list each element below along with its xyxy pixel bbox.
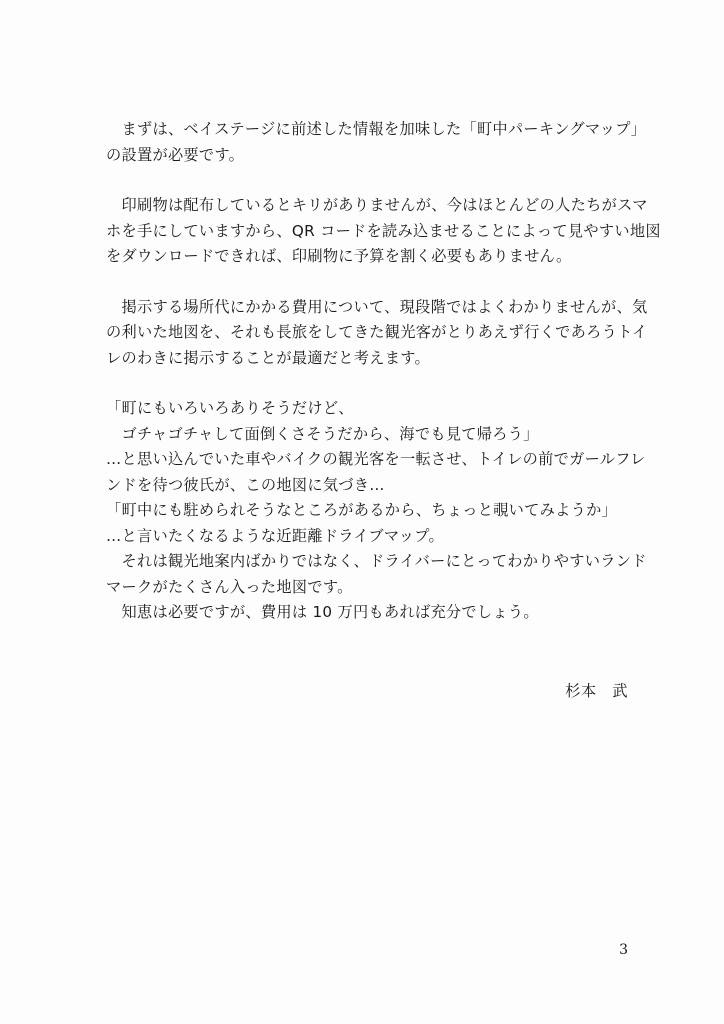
paragraph-line: ホを手にしていますから、QR コードを読み込ませることによって見やすい地図 — [106, 221, 661, 240]
quote-line: 「町にもいろいろありそうだけど、 — [106, 399, 354, 417]
page-number: 3 — [619, 942, 628, 958]
paragraph-line: をダウンロードできれば、印刷物に予算を割く必要もありません。 — [106, 247, 572, 265]
paragraph-line: 知恵は必要ですが、費用は 10 万円もあれば充分でしょう。 — [106, 603, 539, 621]
document-body — [106, 117, 661, 626]
paragraph-line: レのわきに掲示することが最適だと考えます。 — [106, 348, 431, 367]
paragraph-line: の設置が必要です。 — [106, 145, 245, 164]
paragraph-line: マークがたくさん入った地図です。 — [106, 577, 353, 596]
paragraph-gap — [106, 270, 634, 295]
quote-line: 「町中にも駐められそうなところがあるから、ちょっと覗いてみようか」 — [106, 501, 618, 519]
paragraph-line: …と言いたくなるような近距離ドライブマップ。 — [106, 526, 444, 545]
paragraph-line: …と思い込んでいた車やバイクの観光客を一転させ、トイレの前でガールフレ — [106, 450, 646, 468]
paragraph-line: それは観光地案内ばかりではなく、ドライバーにとってわかりやすいランド — [106, 552, 647, 570]
quote-line: ゴチャゴチャして面倒くさそうだから、海でも見て帰ろう」 — [106, 424, 539, 443]
paragraph-line: まずは、ベイステージに前述した情報を加味した「町中パーキングマップ」 — [106, 120, 647, 138]
paragraph-line: の利いた地図を、それも長旅をしてきた観光客がとりあえず行くであろうトイ — [106, 323, 648, 341]
paragraph-gap — [106, 168, 634, 193]
paragraph-line: 印刷物は配布しているとキリがありませんが、今はほとんどの人たちがスマ — [106, 196, 648, 214]
paragraph-line: 掲示する場所代にかかる費用について、現段階ではよくわかりませんが、気 — [106, 297, 648, 316]
author-signature: 杉本 武 — [565, 682, 628, 700]
paragraph-gap — [106, 371, 634, 396]
paragraph-line: ンドを待つ彼氏が、この地図に気づき… — [106, 475, 385, 494]
